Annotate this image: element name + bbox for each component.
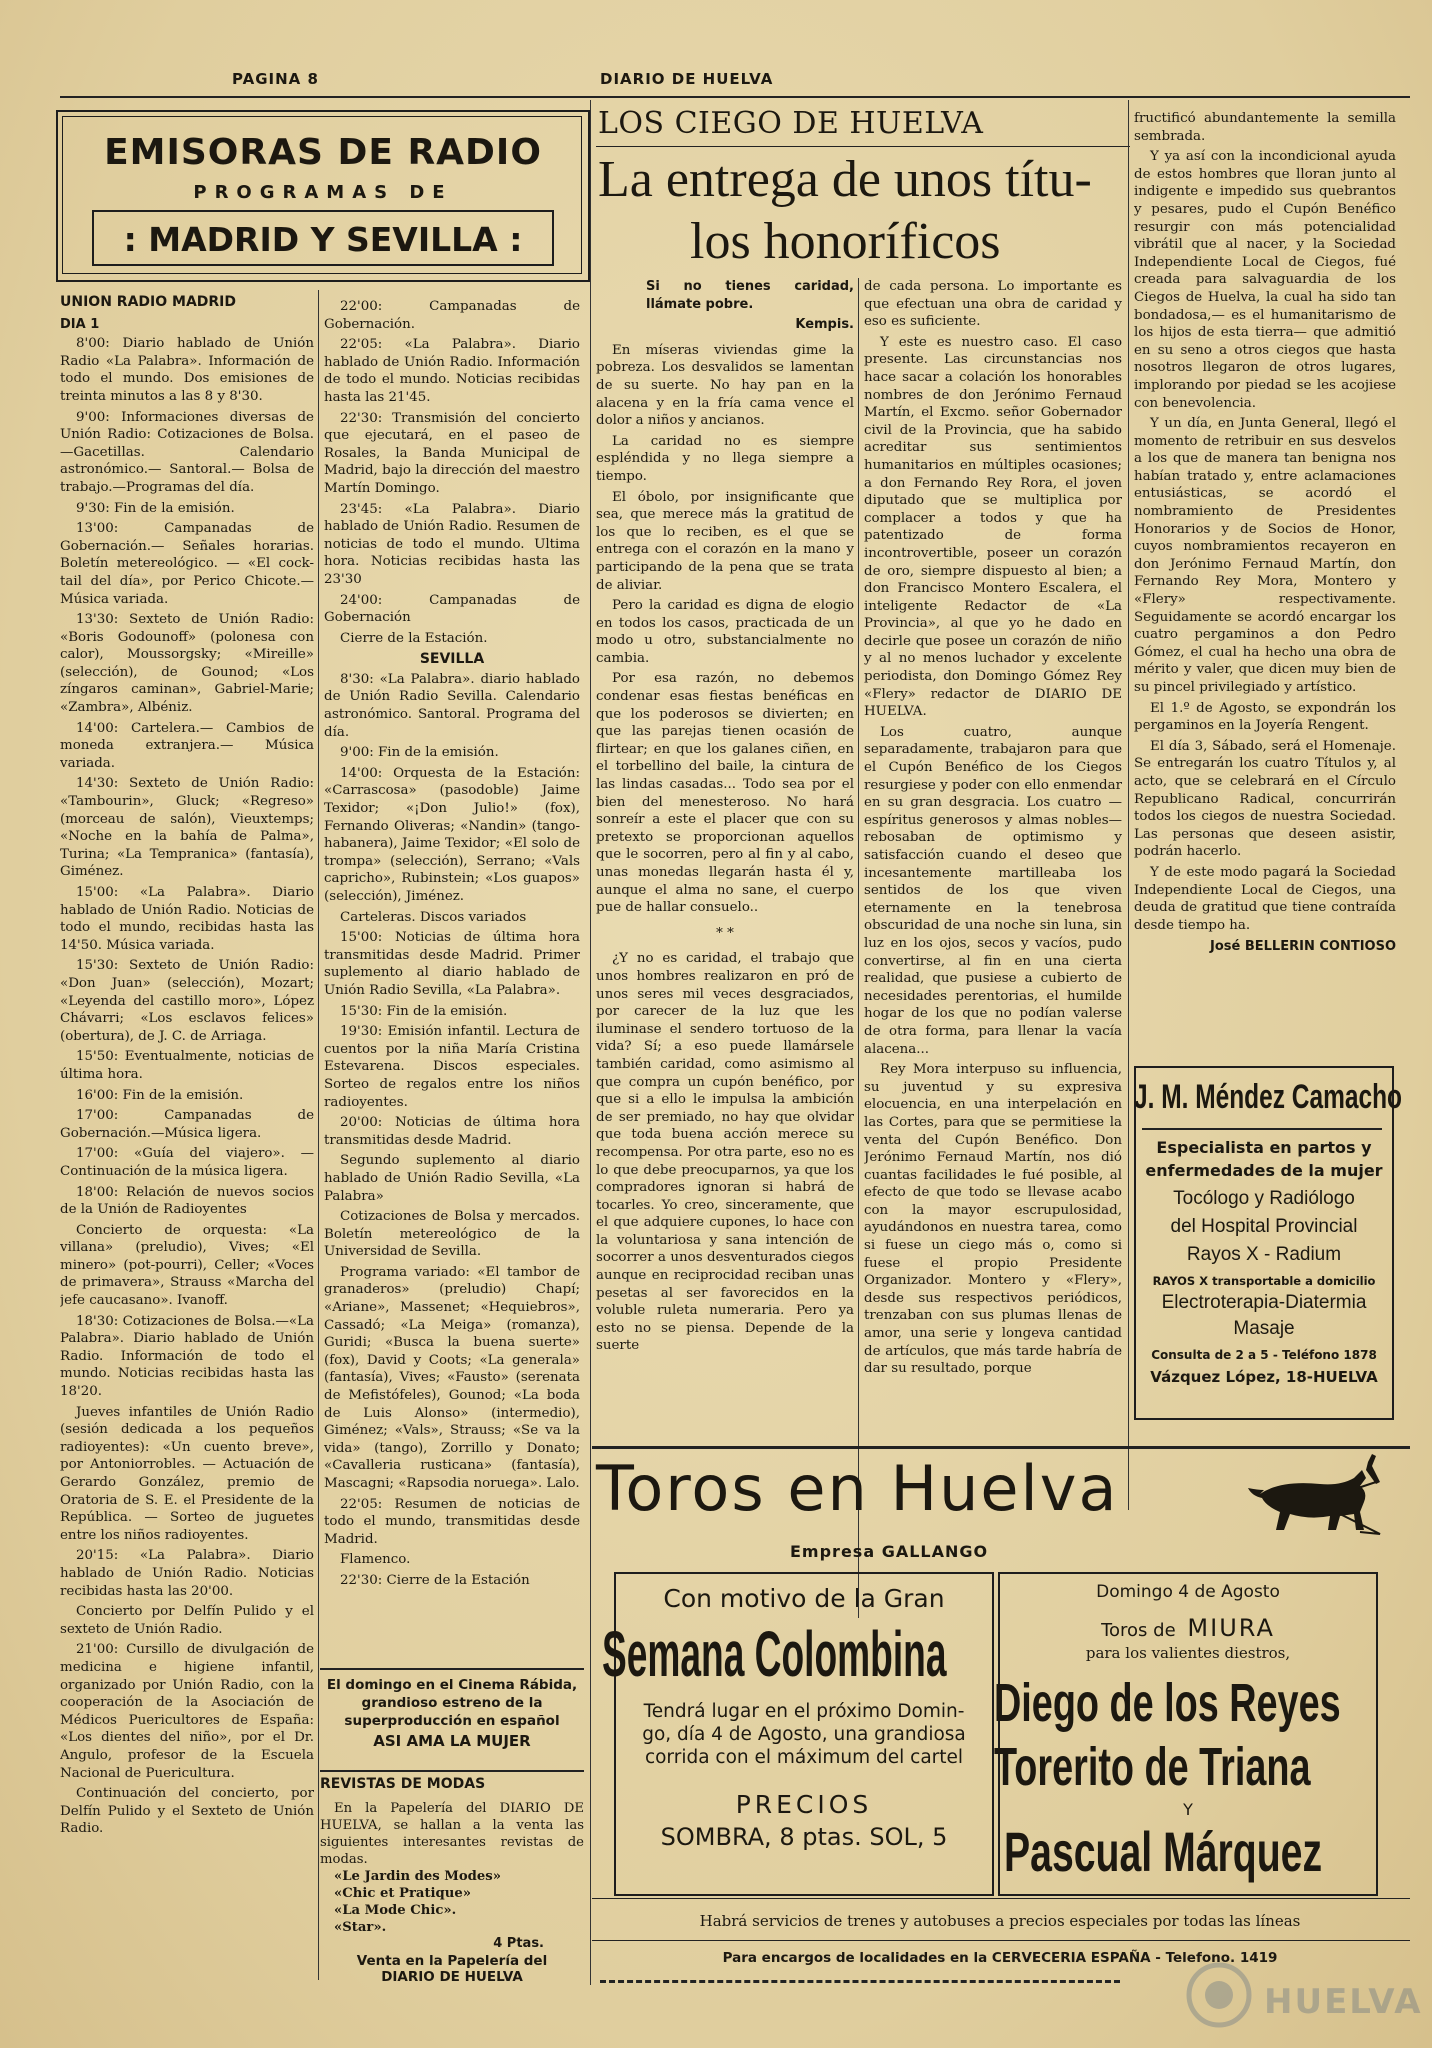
radio-item: 22'05: Resumen de noticias de todo el mundo, transmitidas desde Madrid. [324,1496,580,1547]
toros-pre: Con motivo de la Gran [663,1584,945,1613]
radio-item: Concierto de orquesta: «La villana» (preludio), Vives; «El minero» (pot-pourri), Celler; «Voces de primavera», Strauss «Marcha del jefe caucasano». Ivanoff. [60,1222,314,1309]
radio-item: Carteleras. Discos variados [340,909,527,925]
doctor-specialty-2: enfermedades de la mujer [1145,1161,1383,1180]
column-rule [318,290,319,1980]
radio-item: 21'00: Cursillo de divulgación de medicina e higiene infantil, organizado por Unión Radio, con la cooperación de la Asociación de Médicos Puericultores de España: «Los dientes del niño», por el Dr. Angulo, profesor de la Escuela Nacional de Puericultura. [60,1642,314,1781]
doctor-title: Tocólogo y Radiólogo [1173,1188,1355,1209]
toros-date: Domingo 4 de Agosto [1096,1582,1280,1602]
radio-item: 15'30: Sexteto de Unión Radio: «Don Juan» (selección), Mozart; «Leyenda del castillo moro», López Chávarri; «Los esclavos felices» (obertura), de J. C. de Arriaga. [60,958,314,1044]
radio-item: Concierto por Delfín Pulido y el sexteto de Unión Radio. [60,1604,314,1637]
cinema-film-title: ASI AMA LA MUJER [373,1732,531,1750]
article-paragraph: Y ya así con la incondicional ayuda de estos hombres que lloran junto al indigente e impedido sus quebrantos y pesares, pudo el Cupón Benéfico resurgir con más potencialidad vibrátil que al nacer, y la Sociedad Independiente Local de Ciegos, fué creada para salvaguardia de los Ciegos de Huelva, la cual ha sido tan bondadosa,— es el humanitarismo de los hijos de esta tierra— que admitió en su seno a otros ciegos que hasta nosotros llegaron de otros lugares, implorando por piedad se les acojiese con benevolencia. [1134,149,1396,411]
toros-right-box [994,1572,1378,1896]
doctor-hospital: del Hospital Provincial [1170,1216,1358,1237]
toros-left-box [602,1572,994,1896]
radio-item: 14'30: Sexteto de Unión Radio: «Tambourin», Gluck; «Regreso» (morceau de salón), Vieuxtemps; «Noche en la bahía de Palma», Turina; «La Tempranica» (fantasía), Giménez. [60,776,314,880]
toros-semana-text: Semana Colombina [602,1618,947,1690]
doctor-ad [1134,1066,1402,1420]
toros-precios: PRECIOS [735,1790,873,1819]
toros-de-text: Toros de [1101,1620,1176,1641]
radio-item: 20'00: Noticias de última hora transmitidas desde Madrid. [324,1115,580,1148]
article-column-2 [864,278,1122,1618]
article-paragraph: La caridad no es siempre espléndida y no llega siempre a tiempo. [596,433,854,484]
radio-title-box [56,110,590,282]
article-headline-2: los honoríficos [690,213,1001,270]
article-paragraph: Pero la caridad es digna de elogio en todos los casos, practicada de un modo u otro, substancialmente no cambia. [596,598,854,666]
radio-item: 15'00: «La Palabra». Diario hablado de Unión Radio. Noticias de todo el mundo, recibidas hasta las 14'50. Música variada. [60,885,314,953]
watermark-logo-icon [1184,1960,1254,2030]
article-column-3 [1134,110,1396,1030]
article-kicker: LOS CIEGO DE HUELVA [598,106,984,141]
radio-item: Jueves infantiles de Unión Radio (sesión dedicada a los pequeños radioyentes): «Un cuento breve», por Antoniorrobles. — Actuación de Gerardo González, premio de Oratoria de S. E. el Presidente de la República. — Sorteo de juguetes entre los niños radioyentes. [60,1404,314,1543]
radio-item: Cotizaciones de Bolsa y mercados. Boletín metereológico de la Universidad de Sevilla. [324,1209,580,1260]
doctor-electro: Electroterapia-Diatermia [1161,1292,1367,1313]
article-paragraph: El día 3, Sábado, será el Homenaje. Se entregarán los cuatro Títulos y, al acto, que se celebrará en el Círculo Republicano Radical, concurrirán todos los ciegos de nuestra Sociedad. Las personas que deseen asistir, podrán hacerlo. [1134,738,1396,860]
radio-item: 22'30: Cierre de la Estación [340,1572,530,1588]
modas-item: «Le Jardin des Modes» [334,1869,501,1884]
toros-miura: MIURA [1187,1614,1275,1642]
matador-2-text: Torerito de Triana [994,1737,1311,1797]
day-heading: DIA 1 [60,316,100,332]
doctor-masaje: Masaje [1233,1318,1295,1339]
article-headline: La entrega de unos títu- [598,151,1092,208]
radio-item: 9'00: Fin de la emisión. [340,745,499,761]
doctor-portable: RAYOS X transportable a domicilio [1152,1274,1376,1288]
article-paragraph: de cada persona. Lo importante es que efectuan una obra de caridad y eso es suficiente. [864,279,1122,330]
matador-3-text: Pascual Márquez [1004,1820,1323,1883]
article-paragraph: Por esa razón, no debemos condenar esas fiestas benéficas en que los poderosos se divierten; en que las parejas tienen ocasión de flirtear; en que los galanes ciñen, en el torbellino del baile, la cintura de las lindas casadas... Todo sea por el bien del menesteroso. No hará sonreír a este el placer que con su pretexto se proporcionan aquellos que le socorren, pero al fin y al cabo, unas monedas llegarán hasta él y, aunque el alma no sane, el cuerpo pue de hallar consuelo.. [596,671,854,916]
radio-item: 22'00: Campanadas de Gobernación. [324,299,580,332]
modas-price: 4 Ptas. [493,1936,544,1951]
radio-item: Programa variado: «El tambor de granaderos» (preludio) Chapí; «Ariane», Massenet; «Hequiebros», Cassadó; «La Meiga» (romanza), Guridi; «Busca la buena suerte» (fox), David y Coots; «La generala» (fantasía), Vives; «Fausto» (serenata de Mefistófeles), Gounod; «La boda de Luis Alonso» (intermedio), Giménez; «Vals», Strauss; «Se va la vida» (tango), Zorrillo y Donato; «Cavalleria rusticana» (fantasía), Mascagni; «Rapsodia noruega». Lalo. [324,1264,580,1491]
matador-1 [994,1672,1376,1736]
toros-for: para los valientes diestros, [1085,1644,1291,1662]
article-paragraph: ¿Y no es caridad, el trabajo que unos hombres realizaron en pró de unos seres mil veces desgraciados, por carecer de la luz que les iluminase el sendero tortuoso de la vida? Sí; a eso puede llamársele también caridad, como asimismo al que compra un cupón benéfico, por que si a ello le impulsa la ambición de ser premiado, no hay que olvidar que toda buena acción merece su recompensa. Por otra parte, eso no es lo que debe preocuparnos, ya que los compradores ignoran si habrá de tocarles. Yo creo, sinceramente, que el que adquiere cupones, lo hace con la voluntariosa y sana intención de socorrer a unos desventurados ciegos aunque en reciprocidad reciban unas pesetas al ser favorecidos en la voluble ruleta numeraria. Pero ya esto no se piensa. Depende de la suerte [596,951,854,1354]
article-epigraph-author: Kempis. [795,317,854,333]
radio-cities: : MADRID Y SEVILLA : [123,220,523,259]
matador-2 [994,1736,1376,1800]
toros-services-rule [592,1940,1410,1941]
radio-item: 18'30: Cotizaciones de Bolsa.—«La Palabra». Diario hablado de Unión Radio. Información de todo el mundo. Noticias recibidas hasta las 18'20. [60,1313,314,1400]
radio-item: 24'00: Campanadas de Gobernación [324,592,580,626]
toros-announce-3: corrida con el máximum del cartel [644,1747,964,1768]
madrid-heading: UNION RADIO MADRID [60,294,237,310]
radio-item: 14'00: Orquesta de la Estación: «Carrascosa» (pasodoble) Jaime Texidor; «¡Don Julio!» (fox), Fernando Oliveras; «Nandin» (tango-habanera), Jaime Texidor; «El solo de trompa» (selección), Serrano; «Vals capricho», Rubinstein; «Los guapos» (selección), Jiménez. [324,765,580,904]
modas-footer-paper: DIARIO DE HUELVA [381,1969,523,1985]
doctor-rule [1142,1128,1382,1130]
modas-heading: REVISTAS DE MODAS [320,1776,486,1792]
radio-item: 23'45: «La Palabra». Diario hablado de Unión Radio. Resumen de noticias de todo el mundo. Ultima hora. Noticias recibidas hasta las 23'30 [324,501,580,587]
bull-icon [1220,1454,1400,1542]
page-number: PAGINA 8 [232,70,319,88]
radio-column-sevilla [324,298,580,1658]
radio-item: 18'00: Relación de nuevos socios de la Unión de Radioyentes [60,1184,314,1218]
article-paragraph: Los cuatro, aunque separadamente, trabajaron para que el Cupón Benéfico de los Ciegos resurgiese y poder con ello enmendar en su gran desgracia. Los cuatro —espíritus generosos y almas nobles— rebosaban de optimismo y satisfacción cuando el deseo que incesantemente martilleaba los sentidos de los que viven eternamente en la tenebrosa obscuridad de una noche sin luna, sin luz en los ojos, secos y vacíos, pudo convertirse, al fin en una cierta realidad, que pusiese a cubierto de necesidades perentorias, el humilde hogar de los que no podían valerse de otra forma, para llenar la vacía alacena... [864,724,1122,1057]
radio-item: Flamenco. [340,1552,411,1568]
doctor-name-text: J. M. Méndez Camacho [1134,1078,1402,1116]
radio-item: Segundo suplemento al diario hablado de Unión Radio Sevilla, «La Palabra» [324,1153,580,1204]
radio-item: 17'00: Campanadas de Gobernación.—Música ligera. [60,1108,314,1141]
cinema-notice [320,1668,584,1750]
article-epigraph: Si no tienes caridad, llámate pobre. [646,279,854,312]
toros-y: Y [1183,1800,1193,1819]
toros-services: Habrá servicios de trenes y autobuses a precios especiales por todas las líneas [699,1912,1301,1930]
column-rule [1128,100,1129,1510]
radio-item: 13'00: Campanadas de Gobernación.— Señales horarias. Boletín metereológico. — «El cock-tail del día», por Perico Chicote.—Música variada. [60,521,314,607]
modas-item: «Chic et Pratique» [334,1886,471,1901]
radio-item: 22'30: Transmisión del concierto que ejecutará, en el paseo de Rosales, la Banda Municipal de Madrid, bajo la dirección del maestro Martín Domingo. [324,410,580,496]
modas-item: «Star». [334,1920,387,1935]
radio-item: 19'30: Emisión infantil. Lectura de cuentos por la niña María Cristina Estevarena. Discos especiales. Sorteo de regalos entre los niños radioyentes. [324,1024,580,1110]
modas-item: «La Mode Chic». [334,1903,457,1918]
article-paragraph: Y este es nuestro caso. El caso presente. Las circunstancias nos hace sacar a colación los honorables nombres de don Jerónimo Fernaud Martín, el Excmo. señor Gobernador civil de la Provincia, que ha sabido acreditar sus sentimientos humanitarios en múltiples ocasiones; a don Fernando Rey Rora, el joven diputado que se multiplica por complacer a todos y que ha patentizado de forma incontrovertible, poseer un corazón de oro, siempre dispuesto al bien; a don Francisco Montero Escalera, el inteligente Redactor de «La Provincia», al que yo he dado en decirle que posee un corazón de niño y al no menos luchador y excelente periodista, don Domingo Gómez Rey «Flery» redactor de DIARIO DE HUELVA. [864,334,1122,720]
toros-sombra: SOMBRA, 8 ptas. SOL, 5 [660,1823,948,1851]
radio-item: Continuación del concierto, por Delfín Pulido y el Sexteto de Unión Radio. [60,1786,314,1837]
column-rule [590,100,591,1985]
column-rule [858,278,859,1618]
toros-announce-2: go, día 4 de Agosto, una grandiosa [642,1724,966,1745]
article-signature: José BELLERIN CONTIOSO [1210,939,1396,955]
article-paragraph: En míseras viviendas gime la pobreza. Los desvalidos se lamentan de su suerte. No hay pan en la alacena y en la fría cama vence el dolor a niños y ancianos. [596,342,854,429]
article-paragraph: El óbolo, por insignificante que sea, que merece más la gratitud de los que lo reciben, es el que se entrega con el corazón en la mano y participando de la pena que se trata de aliviar. [596,489,854,593]
toros-semana [602,1617,992,1693]
matador-1-text: Diego de los Reyes [994,1673,1341,1733]
radio-item: 15'30: Fin de la emisión. [340,1003,508,1019]
modas-text: En la Papelería del DIARIO DE HUELVA, se hallan a la venta las siguientes interesantes revistas de modas. [320,1801,584,1867]
radio-item: Cierre de la Estación. [340,630,488,646]
doctor-hours: Consulta de 2 a 5 - Teléfono 1878 [1151,1348,1377,1362]
radio-item: 22'05: «La Palabra». Diario hablado de Unión Radio. Información de todo el mundo. Noticias recibidas hasta las 21'45. [324,337,580,405]
radio-item: 15'00: Noticias de última hora transmitidas desde Madrid. Primer suplemento al diario hablado de Unión Radio Sevilla, «La Palabra». [324,930,580,998]
radio-item: 9'00: Informaciones diversas de Unión Radio: Cotizaciones de Bolsa.—Gacetillas. Calendario astronómico.— Santoral.— Bolsa de trabajo.—Programas del día. [60,409,314,495]
article-paragraph: El 1.º de Agosto, se expondrán los pergaminos en la Joyería Rengent. [1134,700,1396,734]
toros-title: Toros en Huelva [596,1452,1119,1525]
watermark-text: HUELVA [1264,1982,1423,2022]
radio-item: 13'30: Sexteto de Unión Radio: «Boris Godounoff» (polonesa con calor), Moussorgsky; «Mireille» (selección), de Gounod; «Los zíngaros caminan», Gabriel-Marie; «Zambra», Albéniz. [60,612,314,716]
article-column-1 [596,278,854,1618]
masthead: DIARIO DE HUELVA [600,70,774,88]
article-paragraph: Y de este modo pagará la Sociedad Independiente Local de Ciegos, una deuda de gratitud que tiene contraída desde tiempo ha. [1134,864,1396,933]
radio-item: 14'00: Cartelera.— Cambios de moneda extranjera.— Música variada. [60,720,314,771]
kicker-rule [596,146,1130,147]
modas-box [320,1770,584,1985]
radio-item: 15'50: Eventualmente, noticias de última hora. [60,1049,314,1082]
radio-item: 8'30: «La Palabra». diario hablado de Unión Radio Sevilla. Calendario astronómico. Santoral. Programa del día. [324,671,580,740]
archive-watermark [1184,1956,1423,2034]
toros-announce: Tendrá lugar en el próximo Domin- [643,1701,965,1722]
toros-bottom-rule [592,1898,1410,1899]
toros-top-rule [592,1446,1410,1449]
article-paragraph: fructificó abundantemente la semilla sembrada. [1134,111,1396,144]
toros-de [1000,1614,1376,1642]
radio-column-madrid [60,290,314,1990]
radio-item: 8'00: Diario hablado de Unión Radio «La Palabra». Información de todo el mundo. Dos emisiones de treinta minutos a las 8 y 8'30. [60,336,314,404]
radio-item: 20'15: «La Palabra». Diario hablado de Unión Radio. Noticias recibidas hasta las 20'00. [60,1548,314,1599]
cinema-text: El domingo en el Cinema Rábida, grandioso estreno de la superproducción en español [326,1677,578,1729]
article-paragraph: Rey Mora interpuso su influencia, su juventud y su expresiva elocuencia, en una interpelación en las Cortes, para que se permitiese la venta del Cupón Benéfico. Don Jerónimo Fernaud Martín, nos dió cuantas facilidades le fué posible, al efecto de que todo se llevase acabo con la mayor escrupulosidad, ayudándonos en nuestra tarea, como si fuese un ciego más o, como si fuese el propio Presidente Organizador. Montero y «Flery», desde sus respectivos periódicos, trenzaban con sus plumas llenas de amor, una serie y longeva cantidad de artículos, que más tarde habría de dar su resultado, porque [864,1062,1122,1377]
radio-item: 17'00: «Guía del viajero». — Continuación de la música ligera. [60,1146,314,1179]
doctor-rays: Rayos X - Radium [1186,1244,1342,1265]
radio-subtitle: PROGRAMAS DE [193,182,453,203]
toros-encargos: Para encargos de localidades en la CERVECERIA ESPAÑA - Telefono. 1419 [722,1950,1278,1966]
toros-dashed-rule [600,1980,1120,1983]
radio-item: 9'30: Fin de la emisión. [76,500,235,516]
sevilla-heading: SEVILLA [419,651,485,668]
modas-footer: Venta en la Papelería del [356,1953,548,1969]
radio-item: 16'00: Fin de la emisión. [76,1087,244,1103]
matador-3 [1000,1819,1376,1883]
header-rule [60,96,1410,98]
doctor-specialty: Especialista en partos y [1156,1138,1372,1157]
doctor-address: Vázquez López, 18-HUELVA [1150,1368,1378,1386]
doctor-name [1134,1078,1402,1118]
toros-empresa: Empresa GALLANGO [790,1542,989,1561]
article-separator: * * [716,925,734,941]
article-paragraph: Y un día, en Junta General, llegó el momento de retribuir en sus desvelos a los que de manera tan benigna nos habían tratado y, entre aclamaciones entusiásticas, se acordó el nombramiento de Presidentes Honorarios y de Socios de Honor, cuyos nombramientos recayeron en don Jerónimo Fernaud Martín, don Fernando Rey Mora, Montero y «Flery» respectivamente. Seguidamente se acordó encargar los cuatro pergaminos a don Pedro Gómez, el cual ha hecho una obra de mérito y valer, que dicen muy bien de su pincel privilegiado y artístico. [1134,416,1396,695]
radio-title: EMISORAS DE RADIO [104,132,542,173]
